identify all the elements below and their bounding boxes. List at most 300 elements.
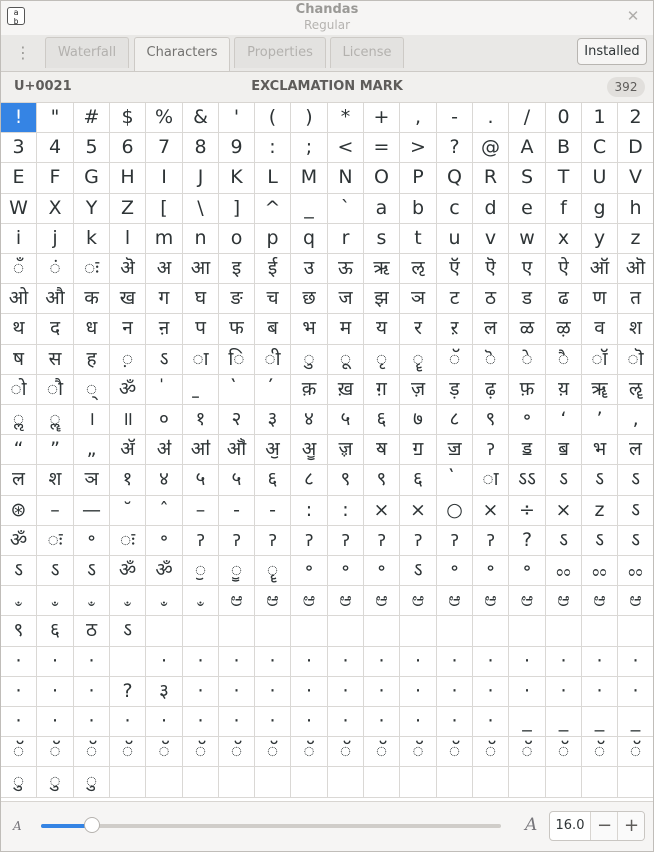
glyph-cell[interactable]: ×: [400, 496, 437, 526]
glyph-cell[interactable]: [291, 767, 328, 798]
glyph-cell[interactable]: Z: [110, 194, 146, 224]
glyph-cell[interactable]: %: [146, 103, 183, 133]
glyph-cell[interactable]: 1: [582, 103, 618, 133]
glyph-cell[interactable]: [255, 767, 291, 798]
glyph-cell[interactable]: ए: [509, 254, 546, 284]
glyph-cell[interactable]: g: [582, 194, 618, 224]
glyph-cell[interactable]: ॰: [364, 556, 400, 586]
glyph-cell[interactable]: .: [473, 103, 509, 133]
glyph-cell[interactable]: J: [183, 163, 219, 194]
glyph-cell[interactable]: ७: [400, 405, 437, 435]
glyph-cell[interactable]: ५: [328, 405, 364, 435]
glyph-cell[interactable]: l: [110, 224, 146, 254]
glyph-cell[interactable]: ॅ: [146, 737, 183, 767]
glyph-cell[interactable]: ಆ: [400, 586, 437, 616]
glyph-cell[interactable]: ·: [437, 677, 473, 707]
character-grid[interactable]: [1, 103, 653, 801]
glyph-cell[interactable]: [400, 767, 437, 798]
glyph-cell[interactable]: ं: [37, 254, 74, 284]
glyph-cell[interactable]: ·: [437, 707, 473, 737]
glyph-cell[interactable]: ॐ: [146, 556, 183, 586]
glyph-cell[interactable]: T: [546, 163, 582, 194]
glyph-cell[interactable]: भ: [582, 435, 618, 465]
glyph-cell[interactable]: ಀ: [74, 586, 110, 616]
glyph-cell[interactable]: ·: [183, 707, 219, 737]
glyph-cell[interactable]: ॠ: [582, 375, 618, 405]
glyph-cell[interactable]: N: [328, 163, 364, 194]
glyph-cell[interactable]: क़: [291, 375, 328, 405]
glyph-cell[interactable]: ऽ: [400, 556, 437, 586]
glyph-cell[interactable]: ·: [74, 647, 110, 677]
glyph-cell[interactable]: ॽ: [291, 526, 328, 556]
glyph-cell[interactable]: त: [618, 284, 653, 314]
glyph-cell[interactable]: ಆ: [364, 586, 400, 616]
glyph-cell[interactable]: ँ: [1, 254, 37, 284]
glyph-cell[interactable]: h: [618, 194, 653, 224]
glyph-cell[interactable]: ?: [437, 133, 473, 163]
glyph-cell[interactable]: ु: [1, 767, 37, 798]
glyph-cell[interactable]: X: [37, 194, 74, 224]
glyph-cell[interactable]: ,: [400, 103, 437, 133]
glyph-cell[interactable]: E: [1, 163, 37, 194]
glyph-cell[interactable]: [110, 647, 146, 677]
glyph-cell[interactable]: ऩ: [146, 314, 183, 345]
glyph-cell[interactable]: ह: [74, 345, 110, 375]
glyph-cell[interactable]: ಀ: [110, 586, 146, 616]
glyph-cell[interactable]: ॅ: [183, 737, 219, 767]
glyph-cell[interactable]: म: [328, 314, 364, 345]
glyph-cell[interactable]: 9: [219, 133, 255, 163]
glyph-cell[interactable]: ·: [400, 647, 437, 677]
title-bar[interactable]: [1, 1, 653, 35]
glyph-cell[interactable]: [473, 616, 509, 647]
glyph-cell[interactable]: \: [183, 194, 219, 224]
glyph-cell[interactable]: ॰: [74, 526, 110, 556]
glyph-cell[interactable]: ·: [219, 707, 255, 737]
glyph-cell[interactable]: ८: [291, 465, 328, 496]
glyph-cell[interactable]: ॽ: [473, 435, 509, 465]
glyph-cell[interactable]: ू: [328, 345, 364, 375]
glyph-cell[interactable]: _: [618, 707, 653, 737]
glyph-cell[interactable]: j: [37, 224, 74, 254]
glyph-cell[interactable]: ऽ: [146, 345, 183, 375]
glyph-cell[interactable]: ऽऽ: [509, 465, 546, 496]
glyph-cell[interactable]: ०: [146, 405, 183, 435]
glyph-cell[interactable]: ॣ: [37, 405, 74, 435]
glyph-cell[interactable]: ‘: [546, 405, 582, 435]
glyph-cell[interactable]: ॼ: [437, 435, 473, 465]
glyph-cell[interactable]: ऽ: [618, 526, 653, 556]
glyph-cell[interactable]: र: [400, 314, 437, 345]
glyph-cell[interactable]: A: [509, 133, 546, 163]
glyph-cell[interactable]: ठ: [473, 284, 509, 314]
glyph-cell[interactable]: &: [183, 103, 219, 133]
glyph-cell[interactable]: ल: [1, 465, 37, 496]
glyph-cell[interactable]: ढ: [546, 284, 582, 314]
glyph-cell[interactable]: ॅ: [291, 737, 328, 767]
glyph-cell[interactable]: (: [255, 103, 291, 133]
glyph-cell[interactable]: ॅ: [618, 737, 653, 767]
glyph-cell[interactable]: ॅ: [400, 737, 437, 767]
tab-characters[interactable]: Characters: [134, 37, 230, 71]
glyph-cell[interactable]: c: [437, 194, 473, 224]
glyph-cell[interactable]: [546, 767, 582, 798]
glyph-cell[interactable]: ु: [37, 767, 74, 798]
glyph-cell[interactable]: श: [37, 465, 74, 496]
glyph-cell[interactable]: [183, 767, 219, 798]
glyph-cell[interactable]: ॾ: [509, 435, 546, 465]
glyph-cell[interactable]: ऽ: [37, 556, 74, 586]
glyph-cell[interactable]: [110, 767, 146, 798]
glyph-cell[interactable]: फ: [219, 314, 255, 345]
glyph-cell[interactable]: :: [255, 133, 291, 163]
glyph-cell[interactable]: ಆ: [255, 586, 291, 616]
glyph-cell[interactable]: ५: [183, 465, 219, 496]
glyph-cell[interactable]: a: [364, 194, 400, 224]
glyph-cell[interactable]: ऽ: [546, 465, 582, 496]
glyph-cell[interactable]: ॅ: [328, 737, 364, 767]
glyph-cell[interactable]: [509, 767, 546, 798]
glyph-cell[interactable]: ण: [582, 284, 618, 314]
glyph-cell[interactable]: ॢ: [1, 405, 37, 435]
glyph-cell[interactable]: #: [74, 103, 110, 133]
glyph-cell[interactable]: ४: [291, 405, 328, 435]
glyph-cell[interactable]: C: [582, 133, 618, 163]
glyph-cell[interactable]: [328, 767, 364, 798]
glyph-cell[interactable]: ೲ: [582, 556, 618, 586]
glyph-cell[interactable]: ॰: [437, 556, 473, 586]
glyph-cell[interactable]: फ़: [509, 375, 546, 405]
glyph-cell[interactable]: ॄ: [255, 556, 291, 586]
glyph-cell[interactable]: ॴ: [183, 435, 219, 465]
glyph-cell[interactable]: ऋ: [364, 254, 400, 284]
glyph-cell[interactable]: ○: [437, 496, 473, 526]
glyph-cell[interactable]: S: [509, 163, 546, 194]
glyph-cell[interactable]: ·: [400, 677, 437, 707]
glyph-cell[interactable]: ऊ: [328, 254, 364, 284]
glyph-cell[interactable]: ॰: [146, 526, 183, 556]
glyph-cell[interactable]: ·: [255, 677, 291, 707]
glyph-cell[interactable]: ॺ: [364, 435, 400, 465]
glyph-cell[interactable]: ಆ: [618, 586, 653, 616]
glyph-cell[interactable]: ॹ: [328, 435, 364, 465]
glyph-cell[interactable]: ६: [364, 405, 400, 435]
glyph-cell[interactable]: ॽ: [473, 526, 509, 556]
glyph-cell[interactable]: ञ: [74, 465, 110, 496]
glyph-cell[interactable]: ्: [74, 375, 110, 405]
glyph-cell[interactable]: ग़: [364, 375, 400, 405]
glyph-cell[interactable]: [582, 767, 618, 798]
glyph-cell[interactable]: न: [110, 314, 146, 345]
glyph-cell[interactable]: =: [364, 133, 400, 163]
glyph-cell[interactable]: ;: [291, 133, 328, 163]
glyph-cell[interactable]: 0: [546, 103, 582, 133]
tab-properties[interactable]: Properties: [234, 37, 326, 68]
glyph-cell[interactable]: [582, 616, 618, 647]
glyph-cell[interactable]: ॽ: [328, 526, 364, 556]
glyph-cell[interactable]: [437, 767, 473, 798]
glyph-cell[interactable]: [400, 616, 437, 647]
glyph-cell[interactable]: -: [437, 103, 473, 133]
glyph-cell[interactable]: ·: [473, 677, 509, 707]
glyph-cell[interactable]: U: [582, 163, 618, 194]
glyph-cell[interactable]: ऽ: [546, 526, 582, 556]
glyph-cell[interactable]: ॅ: [437, 737, 473, 767]
glyph-cell[interactable]: ‚: [618, 405, 653, 435]
glyph-cell[interactable]: १: [110, 465, 146, 496]
glyph-cell[interactable]: `: [328, 194, 364, 224]
glyph-cell[interactable]: ऽ: [1, 556, 37, 586]
glyph-cell[interactable]: ·: [618, 647, 653, 677]
glyph-cell[interactable]: ·: [509, 647, 546, 677]
glyph-cell[interactable]: ६: [255, 465, 291, 496]
glyph-cell[interactable]: ·: [1, 707, 37, 737]
glyph-cell[interactable]: ·: [618, 677, 653, 707]
glyph-cell[interactable]: ।: [74, 405, 110, 435]
glyph-cell[interactable]: _: [291, 194, 328, 224]
glyph-cell[interactable]: *: [328, 103, 364, 133]
glyph-cell[interactable]: ॖ: [183, 556, 219, 586]
glyph-cell[interactable]: ८: [437, 405, 473, 435]
glyph-cell[interactable]: ˆ: [146, 496, 183, 526]
glyph-cell[interactable]: ॅ: [1, 737, 37, 767]
glyph-cell[interactable]: 4: [37, 133, 74, 163]
glyph-cell[interactable]: d: [473, 194, 509, 224]
glyph-cell[interactable]: ा: [183, 345, 219, 375]
glyph-cell[interactable]: <: [328, 133, 364, 163]
glyph-cell[interactable]: [146, 767, 183, 798]
glyph-cell[interactable]: ॅ: [509, 737, 546, 767]
glyph-cell[interactable]: ॅ: [219, 737, 255, 767]
glyph-cell[interactable]: ब: [255, 314, 291, 345]
glyph-cell[interactable]: ·: [37, 647, 74, 677]
glyph-cell[interactable]: ॉ: [582, 345, 618, 375]
glyph-cell[interactable]: ॐ: [110, 375, 146, 405]
glyph-cell[interactable]: ·: [291, 677, 328, 707]
glyph-cell[interactable]: [546, 616, 582, 647]
glyph-cell[interactable]: ९: [364, 465, 400, 496]
glyph-cell[interactable]: ಀ: [1, 586, 37, 616]
glyph-cell[interactable]: ·: [74, 677, 110, 707]
glyph-cell[interactable]: ड: [509, 284, 546, 314]
glyph-cell[interactable]: [291, 616, 328, 647]
glyph-cell[interactable]: ऌ: [400, 254, 437, 284]
glyph-cell[interactable]: ऄ: [110, 254, 146, 284]
glyph-cell[interactable]: ·: [473, 647, 509, 677]
glyph-cell[interactable]: F: [37, 163, 74, 194]
glyph-cell[interactable]: ॆ: [473, 345, 509, 375]
glyph-cell[interactable]: ·: [328, 647, 364, 677]
glyph-cell[interactable]: ·: [1, 647, 37, 677]
glyph-cell[interactable]: ख: [110, 284, 146, 314]
glyph-cell[interactable]: L: [255, 163, 291, 194]
glyph-cell[interactable]: r: [328, 224, 364, 254]
glyph-cell[interactable]: २: [219, 405, 255, 435]
glyph-cell[interactable]: W: [1, 194, 37, 224]
glyph-cell[interactable]: ): [291, 103, 328, 133]
glyph-cell[interactable]: [473, 767, 509, 798]
glyph-cell[interactable]: ध: [74, 314, 110, 345]
glyph-cell[interactable]: _: [509, 707, 546, 737]
glyph-cell[interactable]: ९: [1, 616, 37, 647]
glyph-cell[interactable]: p: [255, 224, 291, 254]
glyph-cell[interactable]: R: [473, 163, 509, 194]
glyph-cell[interactable]: [437, 465, 473, 496]
glyph-cell[interactable]: छ: [291, 284, 328, 314]
tab-waterfall[interactable]: Waterfall: [45, 37, 129, 68]
glyph-cell[interactable]: ': [219, 103, 255, 133]
glyph-cell[interactable]: O: [364, 163, 400, 194]
glyph-cell[interactable]: ॅ: [37, 737, 74, 767]
glyph-cell[interactable]: ऍ: [437, 254, 473, 284]
glyph-cell[interactable]: य: [364, 314, 400, 345]
glyph-cell[interactable]: ु: [291, 345, 328, 375]
glyph-cell[interactable]: ॷ: [291, 435, 328, 465]
glyph-cell[interactable]: ˘: [110, 496, 146, 526]
glyph-cell[interactable]: x: [546, 224, 582, 254]
glyph-cell[interactable]: उ: [291, 254, 328, 284]
glyph-cell[interactable]: ३: [146, 677, 183, 707]
glyph-cell[interactable]: -: [255, 496, 291, 526]
glyph-cell[interactable]: s: [364, 224, 400, 254]
glyph-cell[interactable]: q: [291, 224, 328, 254]
glyph-cell[interactable]: [364, 616, 400, 647]
glyph-cell[interactable]: [364, 767, 400, 798]
glyph-cell[interactable]: ·: [291, 707, 328, 737]
glyph-cell[interactable]: ळ: [509, 314, 546, 345]
glyph-cell[interactable]: ॰: [473, 556, 509, 586]
glyph-cell[interactable]: ಆ: [473, 586, 509, 616]
glyph-cell[interactable]: ऱ: [437, 314, 473, 345]
glyph-cell[interactable]: ी: [255, 345, 291, 375]
glyph-cell[interactable]: [183, 616, 219, 647]
glyph-cell[interactable]: ಀ: [183, 586, 219, 616]
glyph-cell[interactable]: े: [509, 345, 546, 375]
glyph-cell[interactable]: [: [146, 194, 183, 224]
glyph-cell[interactable]: ·: [110, 707, 146, 737]
glyph-cell[interactable]: ·: [219, 677, 255, 707]
glyph-cell[interactable]: w: [509, 224, 546, 254]
glyph-cell[interactable]: ष: [1, 345, 37, 375]
glyph-cell[interactable]: :: [291, 496, 328, 526]
glyph-cell[interactable]: f: [546, 194, 582, 224]
glyph-cell[interactable]: ॥: [110, 405, 146, 435]
glyph-cell[interactable]: v: [473, 224, 509, 254]
glyph-cell[interactable]: ’: [582, 405, 618, 435]
glyph-cell[interactable]: ॅ: [74, 737, 110, 767]
glyph-cell[interactable]: ो: [1, 375, 37, 405]
glyph-cell[interactable]: च: [255, 284, 291, 314]
glyph-cell[interactable]: _: [582, 707, 618, 737]
glyph-cell[interactable]: [219, 616, 255, 647]
glyph-cell[interactable]: ग: [146, 284, 183, 314]
glyph-cell[interactable]: घ: [183, 284, 219, 314]
glyph-cell[interactable]: [328, 616, 364, 647]
glyph-cell[interactable]: ठ: [74, 616, 110, 647]
glyph-cell[interactable]: ॅ: [110, 737, 146, 767]
glyph-cell[interactable]: ौ: [37, 375, 74, 405]
glyph-cell[interactable]: ಀ: [146, 586, 183, 616]
glyph-cell[interactable]: k: [74, 224, 110, 254]
glyph-cell[interactable]: ः: [110, 526, 146, 556]
font-size-value[interactable]: 16.0: [555, 818, 585, 833]
glyph-cell[interactable]: ·: [255, 647, 291, 677]
glyph-cell[interactable]: ·: [509, 677, 546, 707]
glyph-cell[interactable]: ॰: [509, 556, 546, 586]
glyph-cell[interactable]: ङ: [219, 284, 255, 314]
glyph-cell[interactable]: ·: [582, 647, 618, 677]
glyph-cell[interactable]: ॳ: [146, 435, 183, 465]
glyph-cell[interactable]: ि: [219, 345, 255, 375]
glyph-cell[interactable]: व: [582, 314, 618, 345]
glyph-cell[interactable]: /: [509, 103, 546, 133]
glyph-cell[interactable]: ः: [37, 526, 74, 556]
glyph-cell[interactable]: ॅ: [364, 737, 400, 767]
glyph-cell[interactable]: ·: [473, 707, 509, 737]
glyph-cell[interactable]: y: [582, 224, 618, 254]
glyph-cell[interactable]: ÷: [509, 496, 546, 526]
glyph-cell[interactable]: ·: [255, 707, 291, 737]
glyph-cell[interactable]: ·: [546, 647, 582, 677]
glyph-cell[interactable]: e: [509, 194, 546, 224]
glyph-cell[interactable]: u: [437, 224, 473, 254]
glyph-cell[interactable]: $: [110, 103, 146, 133]
glyph-cell[interactable]: ॅ: [582, 737, 618, 767]
glyph-cell[interactable]: [255, 375, 291, 405]
glyph-cell[interactable]: i: [1, 224, 37, 254]
glyph-cell[interactable]: भ: [291, 314, 328, 345]
font-size-spinbutton[interactable]: [549, 811, 645, 841]
glyph-cell[interactable]: ·: [582, 677, 618, 707]
glyph-cell[interactable]: प: [183, 314, 219, 345]
glyph-cell[interactable]: थ: [1, 314, 37, 345]
glyph-cell[interactable]: ॽ: [364, 526, 400, 556]
glyph-cell[interactable]: P: [400, 163, 437, 194]
glyph-cell[interactable]: „: [74, 435, 110, 465]
glyph-cell[interactable]: B: [546, 133, 582, 163]
glyph-cell[interactable]: ಆ: [291, 586, 328, 616]
glyph-cell[interactable]: K: [219, 163, 255, 194]
glyph-cell[interactable]: ಆ: [328, 586, 364, 616]
glyph-cell[interactable]: ಆ: [582, 586, 618, 616]
glyph-cell[interactable]: ५: [219, 465, 255, 496]
glyph-cell[interactable]: ऽ: [618, 496, 653, 526]
glyph-cell[interactable]: ಆ: [546, 586, 582, 616]
glyph-cell[interactable]: 3: [1, 133, 37, 163]
glyph-cell[interactable]: ×: [473, 496, 509, 526]
glyph-cell[interactable]: ऑ: [582, 254, 618, 284]
glyph-cell[interactable]: V: [618, 163, 653, 194]
glyph-cell[interactable]: ल: [473, 314, 509, 345]
glyph-cell[interactable]: –: [37, 496, 74, 526]
glyph-cell[interactable]: ॅ: [473, 737, 509, 767]
glyph-cell[interactable]: ಆ: [437, 586, 473, 616]
glyph-cell[interactable]: औ: [37, 284, 74, 314]
glyph-cell[interactable]: ३: [255, 405, 291, 435]
glyph-cell[interactable]: १: [183, 405, 219, 435]
glyph-cell[interactable]: श: [618, 314, 653, 345]
glyph-cell[interactable]: ᴢ: [582, 496, 618, 526]
glyph-cell[interactable]: I: [146, 163, 183, 194]
glyph-cell[interactable]: ॽ: [183, 526, 219, 556]
glyph-cell[interactable]: G: [74, 163, 110, 194]
glyph-cell[interactable]: ४: [146, 465, 183, 496]
glyph-cell[interactable]: ॊ: [618, 345, 653, 375]
glyph-cell[interactable]: ॽ: [437, 526, 473, 556]
menu-dots-icon[interactable]: ⋮: [15, 43, 31, 62]
glyph-cell[interactable]: @: [473, 133, 509, 163]
glyph-cell[interactable]: ॽ: [219, 526, 255, 556]
